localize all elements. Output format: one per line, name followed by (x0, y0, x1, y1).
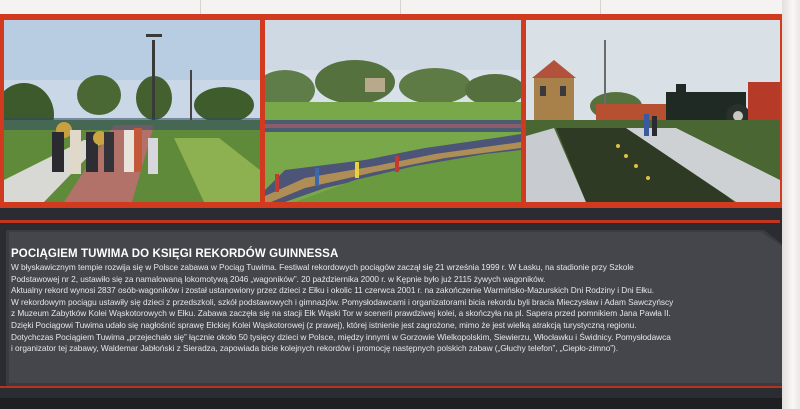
page-fold-mark (200, 0, 201, 14)
narrow-gauge-steam-train-photo (526, 20, 780, 202)
article-line: Aktualny rekord wynosi 2837 osób-wagoników i został ustanowiony przez dzieci z Ełku i okolic 11 czerwca 2001 r. na zakończenie Warmińsko-Mazurskich Dni Rodziny i Dni Ełku. (11, 285, 655, 296)
accent-stripe (0, 220, 780, 223)
article-line: Dzięki Pociągowi Tuwima udało się nagłośnić sprawę Ełckiej Kolei Wąskotorowej (z prawej), której istnienie jest zagrożone, mimo że jest wielką atrakcją turystyczną regionu. (11, 319, 637, 330)
article-line: i organizator tej zabawy, Waldemar Jabłoński z Sieradza, zapowiada bicie kolejnych rekordów i promocję następnych polskich zabaw („Głuchy telefon”, „Ciepło-zimno”). (11, 343, 618, 354)
bottom-accent-line (0, 386, 784, 388)
article-line: Dotychczas Pociągiem Tuwima „przejechało się” łącznie około 50 tysięcy dzieci w Polsce, między innymi w Gorzowie Wielkopolskim, Siewierzu, Włocławku i Świdnicy. Pomysłodawca (11, 331, 671, 342)
brass-band-parade-photo (4, 20, 260, 202)
article-line: W błyskawicznym tempie rozwija się w Polsce zabawa w Pociąg Tuwima. Festiwal rekordowych pociągów zaczął się 21 września 1999 r. W Łasku, na stadionie przy Szkole (11, 262, 634, 272)
article-title: POCIĄGIEM TUWIMA DO KSIĘGI REKORDÓW GUINNESSA (11, 248, 339, 260)
page-fold-mark (400, 0, 401, 14)
article-line: W rekordowym pociągu ustawiły się dzieci z przedszkoli, szkół podstawowych i gimnazjów. Pomysłodawcami i organizatorami bicia rekordu byli bracia Mieczysław i Adam Sawczyńscy (11, 296, 674, 307)
photo-strip (0, 14, 784, 208)
article-text (11, 262, 775, 355)
article-body (11, 247, 775, 355)
article-line: Podstawowej nr 2, ustawiło się za namalowaną lokomotywą 2046 „wagoników”. 20 października 2000 r. w Kępnie było już 2115 żywych wagoników. (11, 273, 546, 284)
article-line: z Muzeum Zabytków Kolei Wąskotorowych w Ełku. Zabawa zaczęła się na stacji Ełk Wąski Tor w scenerii prawdziwej kolei, a skończyła na pl. Sapera przed pomnikiem Jana Pawła II. (11, 308, 671, 319)
bottom-bar (0, 398, 784, 409)
page-curl-edge (782, 0, 800, 409)
children-human-train-photo (265, 20, 521, 202)
page-fold-mark (600, 0, 601, 14)
